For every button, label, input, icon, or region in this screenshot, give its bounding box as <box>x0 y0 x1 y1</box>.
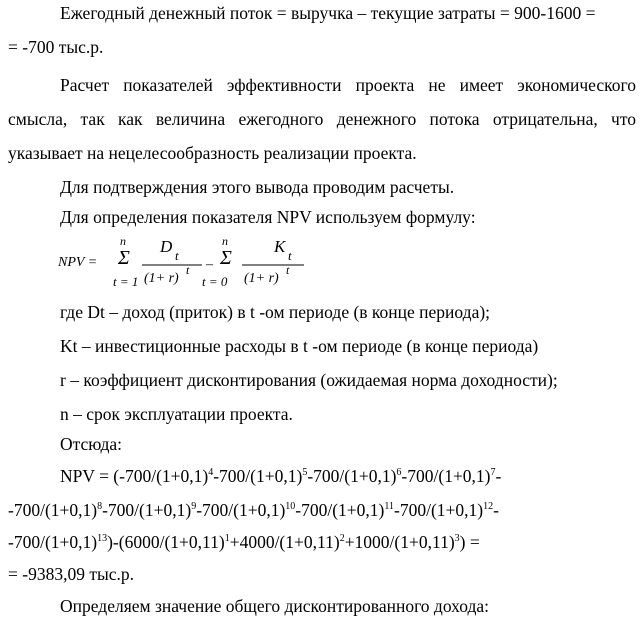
paragraph-cashflow-result: = -700 тыс.р. <box>8 37 104 57</box>
formula-D: D <box>160 237 173 256</box>
formula-t-lower-1: t = 1 <box>113 274 139 289</box>
npv-calc-line1: NPV = ($-700/(1+0,1)^4-700/(1+0,1)^5-700/(1+0,1)^6-700/(1+0,1)^7-$ <box>60 466 502 486</box>
paragraph-confirmation: Для подтверждения этого вывода проводим расчеты. <box>60 177 455 197</box>
formula-n-upper-1: n <box>120 234 126 248</box>
formula-K: K <box>274 237 286 256</box>
definition-Kt: Kt – инвестиционные расходы в t -ом периоде (в конце периода) <box>60 336 539 356</box>
paragraph-conclusion-line1: Расчет показателей эффективности проекта не имеет экономического <box>60 75 636 95</box>
definition-Dt: где Dt – доход (приток) в t -ом периоде (в конце периода); <box>60 302 491 322</box>
formula-t-lower-2: t = 0 <box>202 274 228 289</box>
npv-calc-line2: $-700/(1+0,1)^8-700/(1+0,1)^9-700/(1+0,1)^{10}-700/(1+0,1)^{11}-700/(1+0,1)^{12}-$ <box>8 500 499 520</box>
npv-formula <box>56 230 356 292</box>
definition-r: r – коэффициент дисконтирования (ожидаемая норма доходности); <box>60 370 558 390</box>
formula-den-2: (1+ r) <box>244 271 279 286</box>
paragraph-formula-intro: Для определения показателя NPV используем формулу: <box>60 207 476 227</box>
paragraph-hence: Отсюда: <box>60 434 122 454</box>
paragraph-conclusion-line3: указывает на нецелесообразность реализации проекта. <box>8 143 417 163</box>
formula-minus: – <box>206 257 213 272</box>
formula-sigma-1: Σ <box>118 247 130 269</box>
formula-n-upper-2: n <box>222 234 228 248</box>
formula-den-exp-2: t <box>286 263 290 277</box>
npv-result: = -9383,09 тыс.р. <box>8 564 134 584</box>
formula-lhs: NPV = <box>58 255 98 270</box>
formula-den-exp-1: t <box>186 263 190 277</box>
definition-n: n – срок эксплуатации проекта. <box>60 404 293 424</box>
paragraph-cashflow-line: Ежегодный денежный поток = выручка – текущие затраты = 900-1600 = <box>60 3 596 23</box>
formula-D-sub-t: t <box>175 248 179 263</box>
formula-den-1: (1+ r) <box>144 271 179 286</box>
paragraph-conclusion-line2: смысла, так как величина ежегодного денежного потока отрицательна, что <box>8 109 636 129</box>
npv-calc-line3: $-700/(1+0,1)^{13})-(6000/(1+0,11)^1+4000/(1+0,11)^2+1000/(1+0,11)^3)$ = <box>8 532 480 552</box>
paragraph-discounted-income: Определяем значение общего дисконтированного дохода: <box>60 596 490 616</box>
formula-sigma-2: Σ <box>220 247 232 269</box>
formula-K-sub-t: t <box>288 248 292 263</box>
